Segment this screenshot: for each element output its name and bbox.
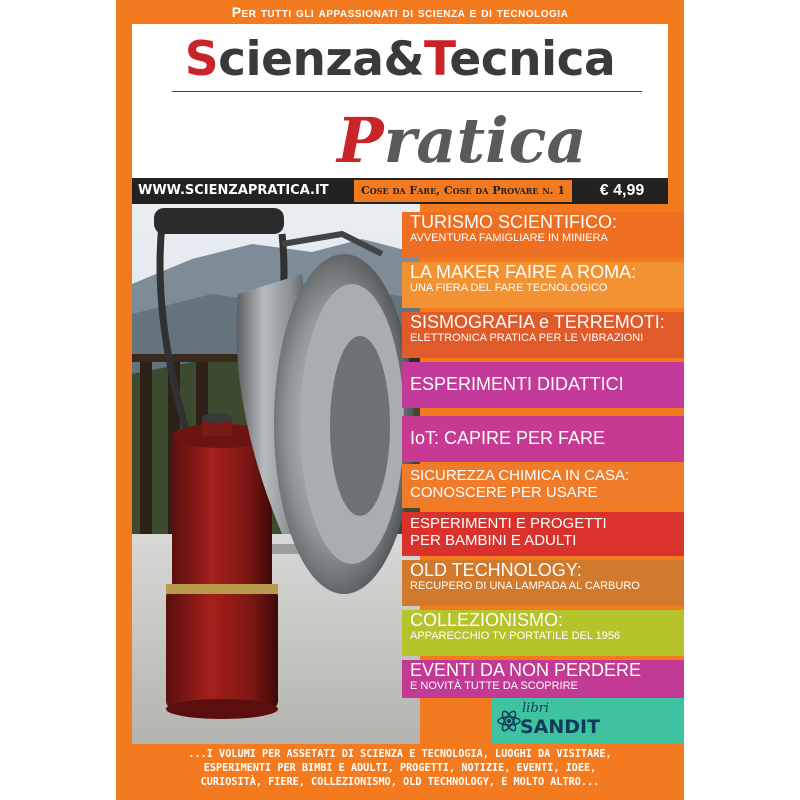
article-subtitle: RECUPERO DI UNA LAMPADA AL CARBURO	[410, 580, 640, 592]
article-headline: EVENTI DA NON PERDERE	[410, 660, 642, 680]
article-subtitle: CONOSCERE PER USARE	[410, 484, 598, 501]
article-subtitle: PER BAMBINI E ADULTI	[410, 532, 577, 549]
article-subtitle: ELETTRONICA PRATICA PER LE VIBRAZIONI	[410, 332, 644, 344]
article-headline: SICUREZZA CHIMICA IN CASA:	[410, 467, 630, 484]
article-item[interactable]	[402, 212, 684, 258]
issue-subhead: Cose da Fare, Cose da Provare n. 1	[354, 180, 572, 202]
article-item[interactable]	[402, 560, 684, 606]
article-item[interactable]	[402, 416, 684, 462]
title-initial-t: T	[424, 32, 450, 87]
title-part-2: ecnica	[449, 32, 616, 87]
atom-icon	[496, 708, 522, 734]
title-initial-s: S	[184, 32, 219, 87]
article-subtitle: E NOVITÀ TUTTE DA SCOPRIRE	[410, 680, 578, 692]
masthead	[132, 24, 668, 178]
article-headline: COLLEZIONISMO:	[410, 610, 564, 630]
info-bar	[132, 178, 668, 204]
publisher-logo	[492, 698, 684, 744]
article-item[interactable]	[402, 512, 684, 556]
article-item[interactable]	[402, 312, 684, 358]
magazine-title-line1	[132, 32, 668, 87]
article-headline: LA MAKER FAIRE A ROMA:	[410, 262, 637, 282]
title-rule	[172, 91, 642, 92]
footer-blurb	[116, 748, 684, 790]
article-headline: ESPERIMENTI E PROGETTI	[410, 515, 607, 532]
cover-photo-carbide-lamp	[132, 204, 420, 744]
article-item[interactable]	[402, 262, 684, 308]
magazine-cover	[116, 0, 684, 800]
footer-line: ESPERIMENTI PER BIMBI E ADULTI, PROGETTI, NOTIZIE, EVENTI, IDEE,	[203, 763, 597, 774]
publisher-small-label: libri	[522, 701, 550, 716]
article-headline: ESPERIMENTI DIDATTICI	[410, 374, 624, 394]
article-subtitle: UNA FIERA DEL FARE TECNOLOGICO	[410, 282, 608, 294]
title-initial-p: P	[337, 104, 384, 177]
article-item[interactable]	[402, 660, 684, 698]
title-part-1: cienza&	[218, 32, 424, 87]
publisher-name: SANDIT	[520, 716, 601, 738]
carbide-lamp-illustration	[132, 204, 420, 744]
article-subtitle: AVVENTURA FAMIGLIARE IN MINIERA	[410, 232, 608, 244]
article-subtitle: APPARECCHIO TV PORTATILE DEL 1956	[410, 630, 621, 642]
footer-line: CURIOSITÀ, FIERE, COLLEZIONISMO, OLD TECHNOLOGY, E MOLTO ALTRO...	[200, 777, 600, 788]
tagline: Per tutti gli appassionati di scienza e di tecnologia	[231, 4, 569, 20]
article-headline: SISMOGRAFIA e TERREMOTI:	[410, 312, 665, 332]
title-part-3: ratica	[383, 104, 587, 177]
magazine-title-line2	[337, 104, 587, 177]
article-item[interactable]	[402, 362, 684, 408]
price-label: € 4,99	[599, 182, 645, 199]
article-item[interactable]	[402, 464, 684, 508]
website-url: WWW.SCIENZAPRATICA.IT	[138, 183, 329, 198]
article-headline: IoT: CAPIRE PER FARE	[410, 428, 606, 448]
article-item[interactable]	[402, 610, 684, 656]
footer-line: ...I VOLUMI PER ASSETATI DI SCIENZA E TECNOLOGIA, LUOGHI DA VISITARE,	[188, 749, 612, 760]
article-headline: OLD TECHNOLOGY:	[410, 560, 582, 580]
article-headline: TURISMO SCIENTIFICO:	[410, 212, 617, 232]
